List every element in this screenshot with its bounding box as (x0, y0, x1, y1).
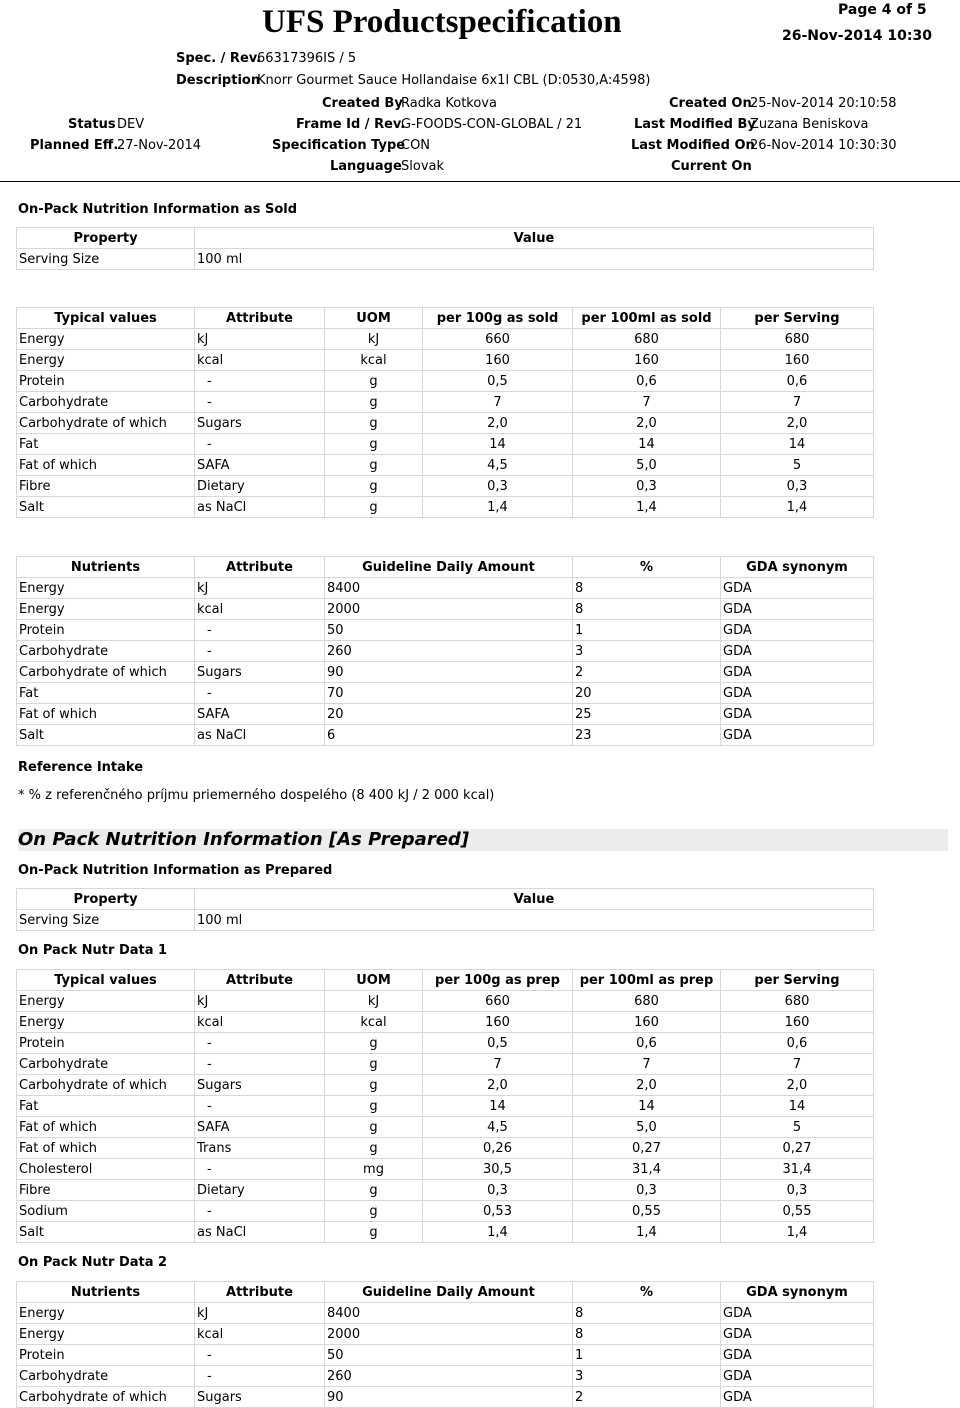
table-row (17, 350, 874, 371)
table-row (17, 683, 874, 704)
per-100ml-cell: 680 (573, 329, 721, 350)
section-title-sold: On-Pack Nutrition Information as Sold (18, 202, 298, 217)
gda-amount-cell: 70 (325, 683, 573, 704)
serving-size-value: 100 ml (195, 910, 874, 931)
table-row (17, 1387, 874, 1408)
per-100g-header: per 100g as prep (423, 970, 573, 991)
per-100g-cell: 160 (423, 1012, 573, 1033)
language-label: Language (330, 159, 402, 174)
gda-amount-cell: 8400 (325, 1303, 573, 1324)
per-100g-cell: 7 (423, 392, 573, 413)
per-100ml-cell: 2,0 (573, 413, 721, 434)
nutrient-cell: Energy (17, 350, 195, 371)
attribute-cell: SAFA (195, 1117, 325, 1138)
percent-header: % (573, 1282, 721, 1303)
per-100g-cell: 0,26 (423, 1138, 573, 1159)
nutrient-cell: Protein (17, 620, 195, 641)
per-serving-cell: 2,0 (721, 413, 874, 434)
gda-amount-cell: 6 (325, 725, 573, 746)
percent-cell: 8 (573, 1303, 721, 1324)
percent-cell: 1 (573, 620, 721, 641)
table-row (17, 434, 874, 455)
per-100g-cell: 160 (423, 350, 573, 371)
nutrient-cell: Fat of which (17, 704, 195, 725)
created-by-value: Radka Kotkova (401, 96, 497, 111)
per-100ml-cell: 0,27 (573, 1138, 721, 1159)
last-modified-on-label: Last Modified On (631, 138, 755, 153)
property-header: Property (17, 889, 195, 910)
nutrient-cell: Energy (17, 991, 195, 1012)
per-100ml-cell: 5,0 (573, 455, 721, 476)
per-100g-cell: 660 (423, 329, 573, 350)
table-row (17, 1075, 874, 1096)
table-row (17, 1222, 874, 1243)
table-row (17, 1345, 874, 1366)
per-100ml-cell: 1,4 (573, 497, 721, 518)
created-on-label: Created On (669, 96, 752, 111)
per-100g-cell: 4,5 (423, 455, 573, 476)
nutrient-header: Nutrients (17, 1282, 195, 1303)
attribute-cell: as NaCl (195, 1222, 325, 1243)
reference-intake-note: * % z referenčného príjmu priemerného dospelého (8 400 kJ / 2 000 kcal) (18, 788, 495, 803)
uom-cell: g (325, 1033, 423, 1054)
per-100g-cell: 0,3 (423, 476, 573, 497)
per-serving-cell: 0,27 (721, 1138, 874, 1159)
gda-synonym-cell: GDA (721, 1387, 874, 1408)
frame-label: Frame Id / Rev. (296, 117, 406, 132)
planned-effective-label: Planned Eff. (30, 138, 119, 153)
attribute-cell: Dietary (195, 476, 325, 497)
attribute-cell: - (195, 1366, 325, 1387)
uom-cell: g (325, 455, 423, 476)
percent-cell: 1 (573, 1345, 721, 1366)
attribute-cell: kcal (195, 1324, 325, 1345)
per-serving-cell: 0,3 (721, 1180, 874, 1201)
percent-header: % (573, 557, 721, 578)
table-row (17, 329, 874, 350)
table-row (17, 455, 874, 476)
table-header-row (17, 308, 874, 329)
per-100ml-cell: 160 (573, 350, 721, 371)
table-row (17, 1303, 874, 1324)
property-header: Property (17, 228, 195, 249)
per-serving-header: per Serving (721, 308, 874, 329)
gda-synonym-cell: GDA (721, 1303, 874, 1324)
spec-type-label: Specification Type (272, 138, 406, 153)
nutr-data-2-title: On Pack Nutr Data 2 (18, 1255, 168, 1270)
per-100g-cell: 660 (423, 991, 573, 1012)
uom-cell: g (325, 1222, 423, 1243)
per-100g-header: per 100g as sold (423, 308, 573, 329)
per-100ml-cell: 0,6 (573, 371, 721, 392)
attribute-cell: - (195, 1096, 325, 1117)
table-row (17, 1096, 874, 1117)
uom-cell: g (325, 1117, 423, 1138)
per-serving-cell: 5 (721, 455, 874, 476)
attribute-cell: Sugars (195, 1387, 325, 1408)
table-row (17, 620, 874, 641)
attribute-header: Attribute (195, 1282, 325, 1303)
table-row (17, 371, 874, 392)
attribute-cell: kJ (195, 329, 325, 350)
attribute-cell: - (195, 683, 325, 704)
nutrient-cell: Energy (17, 1012, 195, 1033)
percent-cell: 3 (573, 1366, 721, 1387)
attribute-cell: - (195, 371, 325, 392)
description-label: Description (176, 73, 261, 88)
nutrient-cell: Carbohydrate of which (17, 1387, 195, 1408)
gda-synonym-cell: GDA (721, 704, 874, 725)
table-row (17, 1324, 874, 1345)
per-100ml-cell: 14 (573, 1096, 721, 1117)
uom-cell: kcal (325, 1012, 423, 1033)
nutrient-header: Nutrients (17, 557, 195, 578)
per-serving-cell: 7 (721, 392, 874, 413)
table-header-row (17, 1282, 874, 1303)
per-100g-cell: 1,4 (423, 1222, 573, 1243)
nutrient-cell: Energy (17, 1324, 195, 1345)
gda-amount-header: Guideline Daily Amount (325, 557, 573, 578)
per-serving-header: per Serving (721, 970, 874, 991)
table-row (17, 1117, 874, 1138)
nutrient-cell: Salt (17, 725, 195, 746)
attribute-cell: - (195, 1033, 325, 1054)
per-100g-cell: 2,0 (423, 1075, 573, 1096)
per-100g-cell: 0,53 (423, 1201, 573, 1222)
uom-cell: g (325, 413, 423, 434)
current-on-label: Current On (671, 159, 752, 174)
nutrient-cell: Fibre (17, 476, 195, 497)
per-100ml-header: per 100ml as sold (573, 308, 721, 329)
gda-amount-cell: 2000 (325, 1324, 573, 1345)
attribute-cell: kJ (195, 1303, 325, 1324)
nutrient-cell: Carbohydrate (17, 1054, 195, 1075)
gda-synonym-cell: GDA (721, 662, 874, 683)
gda-amount-header: Guideline Daily Amount (325, 1282, 573, 1303)
per-100g-cell: 30,5 (423, 1159, 573, 1180)
serving-table-prepared (16, 888, 874, 931)
uom-cell: kJ (325, 329, 423, 350)
frame-value: G-FOODS-CON-GLOBAL / 21 (401, 117, 583, 132)
attribute-cell: kcal (195, 1012, 325, 1033)
per-serving-cell: 14 (721, 434, 874, 455)
gda-synonym-cell: GDA (721, 641, 874, 662)
per-serving-cell: 680 (721, 329, 874, 350)
per-100ml-cell: 31,4 (573, 1159, 721, 1180)
table-row (17, 1033, 874, 1054)
uom-cell: kcal (325, 350, 423, 371)
percent-cell: 2 (573, 662, 721, 683)
nutrient-cell: Energy (17, 578, 195, 599)
per-100ml-cell: 1,4 (573, 1222, 721, 1243)
typical-values-table-sold (16, 307, 874, 518)
nutrient-cell: Protein (17, 1033, 195, 1054)
typical-values-table-prepared (16, 969, 874, 1243)
table-row (17, 662, 874, 683)
attribute-header: Attribute (195, 970, 325, 991)
attribute-cell: - (195, 392, 325, 413)
description-value: Knorr Gourmet Sauce Hollandaise 6x1l CBL (D:0530,A:4598) (257, 73, 651, 88)
table-row (17, 1180, 874, 1201)
per-100g-cell: 0,5 (423, 1033, 573, 1054)
last-modified-by-label: Last Modified By (634, 117, 756, 132)
gda-amount-cell: 50 (325, 620, 573, 641)
uom-cell: g (325, 1180, 423, 1201)
created-by-label: Created By (322, 96, 403, 111)
uom-cell: g (325, 1201, 423, 1222)
gda-synonym-cell: GDA (721, 620, 874, 641)
table-row (17, 725, 874, 746)
uom-cell: g (325, 1054, 423, 1075)
nutrient-cell: Cholesterol (17, 1159, 195, 1180)
uom-cell: g (325, 434, 423, 455)
nutrient-cell: Protein (17, 371, 195, 392)
percent-cell: 25 (573, 704, 721, 725)
gda-synonym-cell: GDA (721, 599, 874, 620)
attribute-cell: kJ (195, 991, 325, 1012)
percent-cell: 8 (573, 1324, 721, 1345)
prepared-banner: On Pack Nutrition Information [As Prepared] (18, 829, 948, 851)
percent-cell: 23 (573, 725, 721, 746)
spec-type-value: CON (401, 138, 431, 153)
table-row (17, 476, 874, 497)
table-row (17, 991, 874, 1012)
table-row (17, 1012, 874, 1033)
serving-size-label: Serving Size (17, 910, 195, 931)
attribute-cell: Sugars (195, 1075, 325, 1096)
attribute-cell: Dietary (195, 1180, 325, 1201)
per-serving-cell: 0,3 (721, 476, 874, 497)
print-date: 26-Nov-2014 10:30 (782, 28, 932, 44)
per-serving-cell: 2,0 (721, 1075, 874, 1096)
table-row (17, 1201, 874, 1222)
nutrient-cell: Fat (17, 1096, 195, 1117)
reference-intake-title: Reference Intake (18, 760, 144, 775)
attribute-cell: - (195, 1345, 325, 1366)
attribute-cell: - (195, 1201, 325, 1222)
table-row (17, 1054, 874, 1075)
per-serving-cell: 0,6 (721, 1033, 874, 1054)
spec-rev-label: Spec. / Rev. (176, 51, 262, 66)
nutrient-cell: Fat (17, 434, 195, 455)
table-row (17, 599, 874, 620)
attribute-cell: as NaCl (195, 497, 325, 518)
attribute-cell: - (195, 641, 325, 662)
per-100g-cell: 14 (423, 1096, 573, 1117)
per-serving-cell: 160 (721, 350, 874, 371)
planned-effective-value: 27-Nov-2014 (117, 138, 202, 153)
per-100g-cell: 4,5 (423, 1117, 573, 1138)
per-100ml-cell: 680 (573, 991, 721, 1012)
percent-cell: 20 (573, 683, 721, 704)
attribute-cell: SAFA (195, 455, 325, 476)
attribute-cell: as NaCl (195, 725, 325, 746)
uom-cell: g (325, 371, 423, 392)
nutrient-cell: Carbohydrate (17, 641, 195, 662)
attribute-cell: - (195, 1159, 325, 1180)
nutrient-cell: Fat of which (17, 455, 195, 476)
gda-synonym-header: GDA synonym (721, 1282, 874, 1303)
uom-cell: g (325, 1075, 423, 1096)
attribute-cell: Trans (195, 1138, 325, 1159)
nutrient-cell: Carbohydrate (17, 1366, 195, 1387)
attribute-cell: - (195, 1054, 325, 1075)
uom-header: UOM (325, 970, 423, 991)
per-100ml-cell: 7 (573, 392, 721, 413)
per-serving-cell: 14 (721, 1096, 874, 1117)
uom-cell: g (325, 1096, 423, 1117)
serving-size-label: Serving Size (17, 249, 195, 270)
per-100ml-cell: 0,6 (573, 1033, 721, 1054)
per-serving-cell: 0,55 (721, 1201, 874, 1222)
gda-synonym-cell: GDA (721, 725, 874, 746)
gda-synonym-header: GDA synonym (721, 557, 874, 578)
serving-table-sold (16, 227, 874, 270)
table-row (17, 392, 874, 413)
per-serving-cell: 5 (721, 1117, 874, 1138)
nutrient-cell: Energy (17, 329, 195, 350)
table-header-row (17, 557, 874, 578)
attribute-cell: kcal (195, 350, 325, 371)
per-100ml-header: per 100ml as prep (573, 970, 721, 991)
table-row (17, 1366, 874, 1387)
table-row (17, 641, 874, 662)
table-row (17, 704, 874, 725)
attribute-cell: Sugars (195, 662, 325, 683)
per-serving-cell: 0,6 (721, 371, 874, 392)
per-serving-cell: 680 (721, 991, 874, 1012)
nutrient-cell: Salt (17, 497, 195, 518)
uom-header: UOM (325, 308, 423, 329)
nutrient-cell: Salt (17, 1222, 195, 1243)
gda-table-sold (16, 556, 874, 746)
per-100g-cell: 7 (423, 1054, 573, 1075)
nutrient-cell: Carbohydrate (17, 392, 195, 413)
table-row (17, 497, 874, 518)
nutrient-cell: Carbohydrate of which (17, 662, 195, 683)
gda-amount-cell: 8400 (325, 578, 573, 599)
per-100g-cell: 0,3 (423, 1180, 573, 1201)
gda-synonym-cell: GDA (721, 578, 874, 599)
last-modified-on-value: 26-Nov-2014 10:30:30 (750, 138, 897, 153)
percent-cell: 8 (573, 599, 721, 620)
per-serving-cell: 1,4 (721, 497, 874, 518)
nutrient-cell: Energy (17, 599, 195, 620)
per-100ml-cell: 7 (573, 1054, 721, 1075)
table-row (17, 578, 874, 599)
value-header: Value (195, 889, 874, 910)
header-divider (0, 181, 960, 182)
gda-table-prepared (16, 1281, 874, 1408)
attribute-cell: SAFA (195, 704, 325, 725)
gda-amount-cell: 20 (325, 704, 573, 725)
per-serving-cell: 1,4 (721, 1222, 874, 1243)
table-header-row (17, 970, 874, 991)
table-row (17, 413, 874, 434)
table-row (17, 1159, 874, 1180)
attribute-header: Attribute (195, 557, 325, 578)
nutrient-cell: Carbohydrate of which (17, 1075, 195, 1096)
attribute-cell: Sugars (195, 413, 325, 434)
uom-cell: g (325, 392, 423, 413)
per-serving-cell: 31,4 (721, 1159, 874, 1180)
gda-synonym-cell: GDA (721, 1345, 874, 1366)
created-on-value: 25-Nov-2014 20:10:58 (750, 96, 897, 111)
percent-cell: 2 (573, 1387, 721, 1408)
nutrient-cell: Fibre (17, 1180, 195, 1201)
spec-rev-value: 66317396IS / 5 (257, 51, 357, 66)
per-100ml-cell: 5,0 (573, 1117, 721, 1138)
per-serving-cell: 160 (721, 1012, 874, 1033)
gda-amount-cell: 50 (325, 1345, 573, 1366)
per-100g-cell: 0,5 (423, 371, 573, 392)
per-serving-cell: 7 (721, 1054, 874, 1075)
gda-amount-cell: 260 (325, 1366, 573, 1387)
gda-synonym-cell: GDA (721, 1366, 874, 1387)
language-value: Slovak (401, 159, 445, 174)
attribute-cell: - (195, 620, 325, 641)
percent-cell: 8 (573, 578, 721, 599)
section-title-prepared: On-Pack Nutrition Information as Prepared (18, 863, 333, 878)
gda-synonym-cell: GDA (721, 683, 874, 704)
gda-amount-cell: 260 (325, 641, 573, 662)
page-number: Page 4 of 5 (838, 2, 927, 18)
uom-cell: kJ (325, 991, 423, 1012)
per-100ml-cell: 2,0 (573, 1075, 721, 1096)
per-100g-cell: 2,0 (423, 413, 573, 434)
gda-amount-cell: 90 (325, 662, 573, 683)
per-100ml-cell: 0,3 (573, 476, 721, 497)
nutrient-cell: Protein (17, 1345, 195, 1366)
uom-cell: g (325, 1138, 423, 1159)
value-header: Value (195, 228, 874, 249)
per-100g-cell: 14 (423, 434, 573, 455)
nutrient-cell: Fat (17, 683, 195, 704)
table-row (17, 1138, 874, 1159)
per-100ml-cell: 0,3 (573, 1180, 721, 1201)
nutrient-cell: Fat of which (17, 1138, 195, 1159)
gda-synonym-cell: GDA (721, 1324, 874, 1345)
uom-cell: mg (325, 1159, 423, 1180)
last-modified-by-value: Zuzana Beniskova (750, 117, 869, 132)
uom-cell: g (325, 476, 423, 497)
serving-size-value: 100 ml (195, 249, 874, 270)
nutrient-cell: Energy (17, 1303, 195, 1324)
attribute-header: Attribute (195, 308, 325, 329)
nutrient-cell: Carbohydrate of which (17, 413, 195, 434)
percent-cell: 3 (573, 641, 721, 662)
attribute-cell: - (195, 434, 325, 455)
nutrient-cell: Fat of which (17, 1117, 195, 1138)
status-value: DEV (117, 117, 145, 132)
per-100g-cell: 1,4 (423, 497, 573, 518)
nutrient-header: Typical values (17, 308, 195, 329)
nutr-data-1-title: On Pack Nutr Data 1 (18, 943, 168, 958)
status-label: Status (68, 117, 116, 132)
per-100ml-cell: 14 (573, 434, 721, 455)
nutrient-header: Typical values (17, 970, 195, 991)
uom-cell: g (325, 497, 423, 518)
per-100ml-cell: 0,55 (573, 1201, 721, 1222)
nutrient-cell: Sodium (17, 1201, 195, 1222)
per-100ml-cell: 160 (573, 1012, 721, 1033)
document-title: UFS Productspecification (262, 4, 622, 40)
gda-amount-cell: 90 (325, 1387, 573, 1408)
gda-amount-cell: 2000 (325, 599, 573, 620)
attribute-cell: kJ (195, 578, 325, 599)
attribute-cell: kcal (195, 599, 325, 620)
